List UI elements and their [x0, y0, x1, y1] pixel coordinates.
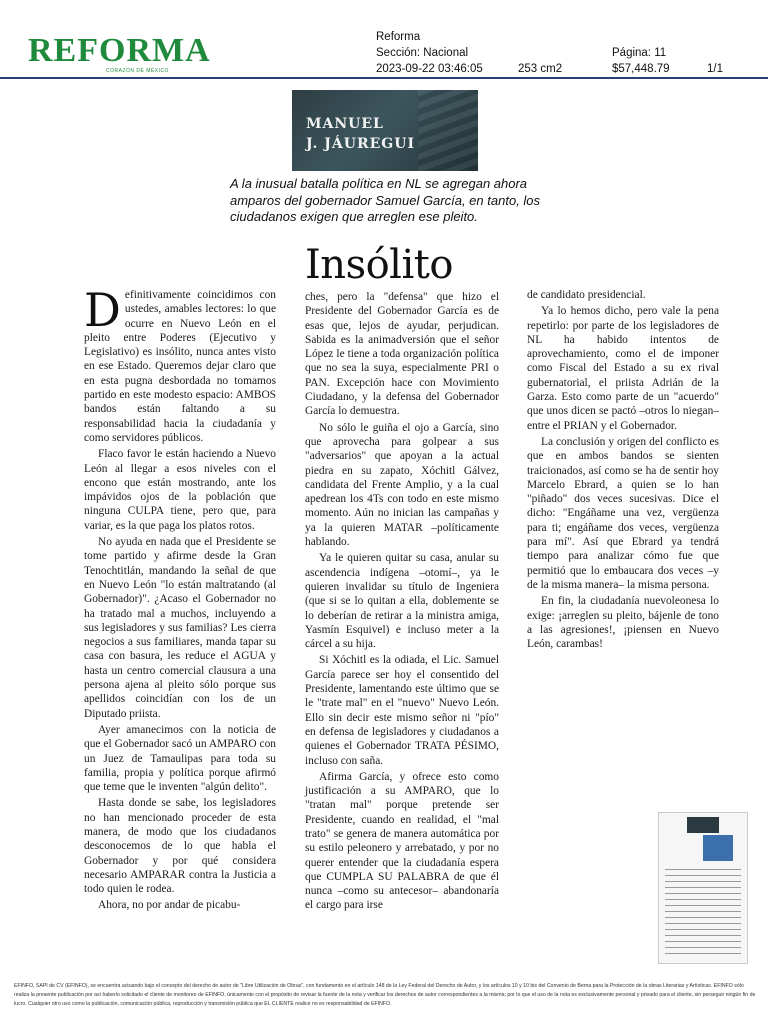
thumbnail-line: [665, 947, 741, 948]
price-label: $57,448.79: [612, 63, 670, 75]
paragraph: de candidato presidencial.: [527, 289, 646, 301]
logo-subtitle: CORAZÓN DE MÉXICO: [106, 68, 169, 74]
article-column-3: [527, 288, 719, 653]
author-banner-texture: [418, 90, 478, 171]
paragraph: Ya lo hemos dicho, pero vale la pena repetirlo: por parte de los legisladores de NL ha habido intentos de aprovechamiento, como el de imponer como Fiscal del Estado a su ex rival gubernatorial, el priista Adrián de la Garza. Esto como parte de un "acuerdo" que unos dicen se pactó –otros lo niegan– entre el PRIAN y el Gobernador.: [527, 305, 719, 432]
thumbnail-line: [665, 953, 741, 954]
paragraph: Afirma García, y ofrece esto como justificación a su AMPARO, que lo "tratan mal" porque pretende ser Presidente, cuando en realidad, el "mal trato" se genera de manera automática por su estilo peleonero y arrebatado, y por no querer entender que la ciudadanía espera que CUMPLA SU PALABRA de que él nunca –como su antecesor– abandonaría el cargo para irse: [305, 770, 499, 912]
section-label: Sección: Nacional: [376, 47, 469, 59]
fraction-label: 1/1: [707, 63, 723, 75]
paragraph: La conclusión y origen del conflicto es que en ambos bandos se sienten traicionados, así como se ha de sentir hoy Marcelo Ebrard, a quien se lo han "piñado" dos veces sucesivas. Dice el dicho: "Engáñame una vez, vergüenza para ti; engáñame dos veces, vergüenza para mí". Así que Ebrard ya tendrá tiempo para analizar cómo fue que permitió que lo embaucara dos veces –y de la misma manera– la misma persona.: [527, 435, 719, 591]
thumbnail-line: [665, 893, 741, 894]
thumbnail-line: [665, 887, 741, 888]
thumbnail-line: [665, 899, 741, 900]
article-column-1: [84, 283, 276, 915]
page-label: Página: 11: [612, 47, 667, 59]
paragraph: Flaco favor le están haciendo a Nuevo León al llegar a esos niveles con el encono que están mostrando, ante los impávidos ojos de la población que ninguna CULPA tiene, pero que, para variar, es la que paga los platos rotos.: [84, 448, 276, 532]
paragraph: En fin, la ciudadanía nuevoleonesa lo exige: ¡arreglen su pleito, bájenle de tono a las agresiones!, ¡piensen en Nuevo León, carambas!: [527, 595, 719, 651]
author-last-name: J. JÁUREGUI: [306, 136, 415, 152]
paragraph: No sólo le guiña el ojo a García, sino que aprovecha para golpear a sus "adversarios" que apoyan a la actual piedra en su zapato, Xóchitl Gálvez, candidata del Frente Amplio, y a la cual apedrean los 4Ts con todo en este mismo momento. Aún no inician las campañas y ya la quieren MATAR –políticamente hablando.: [305, 421, 499, 549]
drop-cap: D: [84, 283, 121, 337]
logo-wordmark: REFORMA: [28, 32, 211, 69]
paragraph: Ayer amanecimos con la noticia de que el Gobernador sacó un AMPARO con un Juez de Tamaulipas para toda su familia, propia y política porque afirmó que teme que le inventen "algún delito".: [84, 723, 276, 794]
paragraph: Hasta donde se sabe, los legisladores no han mencionado proceder de esta manera, de modo que los ciudadanos desconocemos de lo que habla el Gobernador y por qué considera necesario AMPARAR contra la Justicia a todo quien le rodea.: [84, 797, 276, 896]
author-name: [306, 114, 415, 154]
thumbnail-line: [665, 935, 741, 936]
header-divider: [0, 77, 768, 79]
article-lede: A la inusual batalla política en NL se agregan ahora amparos del gobernador Samuel García, en tanto, los ciudadanos exigen que arreglen ese pleito.: [230, 176, 541, 224]
legal-footer: EFINFO, SAPI de CV (EFINFO), se encuentra actuando bajo el concepto del derecho de autor de "Libre Utilización de Obras", con fundamento en el artículo 148 de la Ley Federal del Derecho de Autor, y los artículos 10 y 10 bis del Convenio de Berna para la Protección de la obras Literarias y Artísticas. EFINFO sólo realiza la presente publicación por así haberlo solicitado el cliente de monitoreo de EFINFO, únicamente con el propósito de revisar la fuente de la nota y verificar los derechos de autor correspondientes a la misma; por lo que el uso de la nota es exclusivamente personal y privado para el cliente, sin perseguir ningún fin de lucro. Cualquier otro uso como la publicación, comunicación pública, reproducción y transmisión pública que EL CLIENTE realice no es responsabilidad de EFINFO.: [14, 983, 756, 1007]
thumbnail-line: [665, 875, 741, 876]
article-title: Insólito: [305, 242, 453, 288]
paragraph: Definitivamente coincidimos con ustedes, amables lectores: lo que ocurre en Nuevo León en el pleito entre Poderes (Ejecutivo y Legislativo) es insólito, nunca antes visto en ese Estado. Queremos dejar claro que en esta pugna desbordada no tomamos partido en este modesto espacio: AMBOS bandos están faltando a su responsabilidad hacia la ciudadanía y como servidores públicos.: [84, 283, 276, 444]
thumbnail-photo: [703, 835, 733, 861]
datetime-label: 2023-09-22 03:46:05: [376, 63, 483, 75]
author-banner: [292, 90, 478, 171]
paragraph: Ahora, no por andar de picabu-: [98, 899, 241, 912]
thumbnail-line: [665, 929, 741, 930]
thumbnail-line: [665, 905, 741, 906]
thumbnail-line: [665, 869, 741, 870]
paragraph: Ya le quieren quitar su casa, anular su ascendencia indígena –otomí–, ya le quieren invalidar su título de Ingeniera (que si se lo quitan a ella, doblemente se lo deberían de retirar a la ministra amiga, Yasmín Esquivel) e incluso meter a la cárcel a su hija.: [305, 552, 499, 651]
paragraph: Si Xóchitl es la odiada, el Lic. Samuel García parece ser hoy el consentido del Presidente, lamentando este último que se le "trate mal" en el "nuevo" Nuevo León. Ello sin decir este mismo señor ni "pío" en defensa de legisladores y ciudadanos a quienes el Gobernador TRATA PÉSIMO, incluso con saña.: [305, 654, 499, 767]
thumbnail-line: [665, 941, 741, 942]
thumbnail-line: [665, 911, 741, 912]
thumbnail-line: [665, 881, 741, 882]
author-first-name: MANUEL: [306, 116, 384, 132]
paragraph: No ayuda en nada que el Presidente se tome partido y afirme desde la Gran Tenochtitlán, mandando la señal de que en Nuevo León "lo están maltratando (al Gobernador)". ¿Acaso el Gobernador no ha tratado mal a muchos, incluyendo a sus legisladores y sus familias? Les cierra negocios a sus familiares, manda tapar su casa con basura, les reduce el AGUA y hasta un centro comercial clausura a una persona ajena al pleito sólo porque sus apellidos coincidían con los de un Diputado priista.: [84, 536, 276, 720]
reforma-logo: [28, 32, 211, 74]
size-label: 253 cm2: [518, 63, 563, 75]
page-thumbnail: [658, 812, 748, 964]
article-column-2: [305, 290, 499, 915]
thumbnail-line: [665, 917, 741, 918]
publication-name: Reforma: [376, 31, 421, 43]
thumbnail-author-image: [687, 817, 719, 833]
thumbnail-line: [665, 923, 741, 924]
paragraph: ches, pero la "defensa" que hizo el Presidente del Gobernador García es de esas que, lejos de ayudar, perjudican. Sabida es la animadversión que el señor López le tiene a toda organización política que no sea la suya, especialmente PRI o PAN. Excepción hace con Movimiento Ciudadano, y la defensa del Gobernador García lo demuestra.: [305, 291, 499, 418]
